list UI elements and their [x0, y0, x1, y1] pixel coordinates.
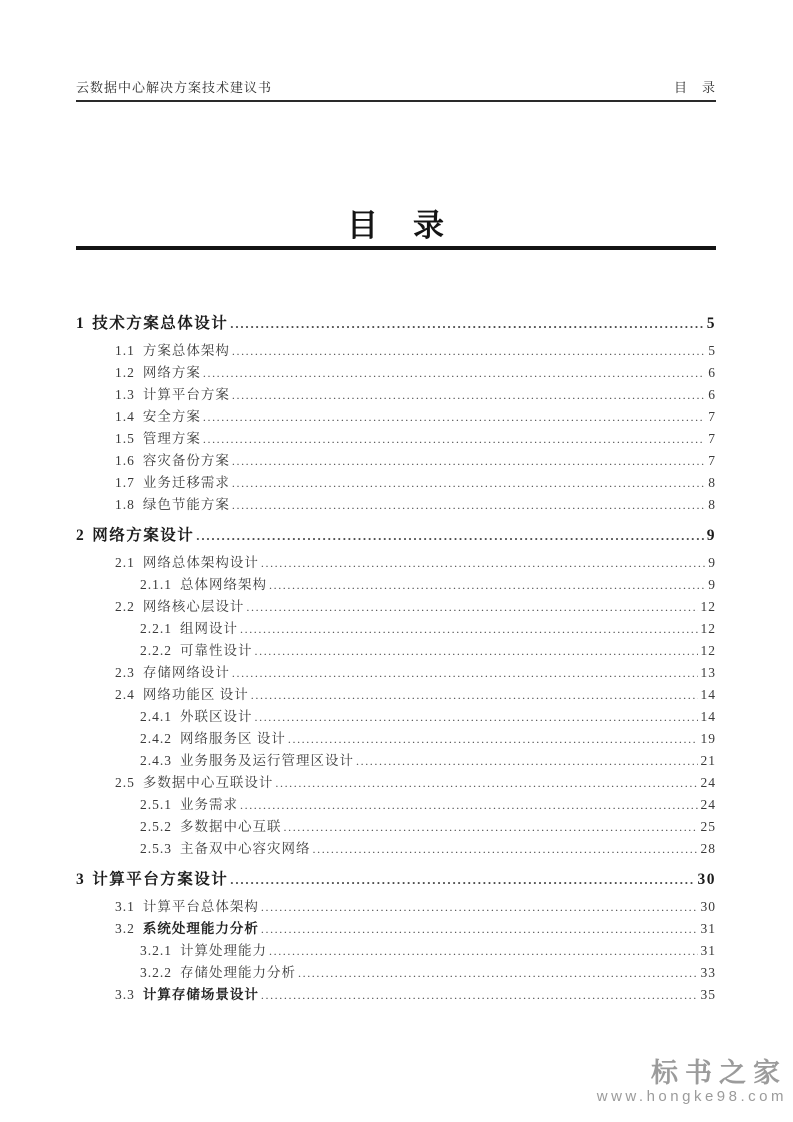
toc-entry-number: 2.2.1 [140, 621, 172, 636]
dot-leader [232, 497, 705, 513]
dot-leader [230, 315, 703, 333]
toc-entry-3[interactable] [76, 867, 716, 895]
toc-entry-title: 计算平台方案 [142, 387, 230, 402]
dot-leader [240, 797, 698, 813]
dot-leader [313, 841, 698, 857]
toc-entry-page: 7 [708, 431, 716, 446]
dot-leader [240, 621, 698, 637]
toc-entry-number: 2.3 [115, 665, 135, 680]
toc-entry-title: 网络服务区 设计 [180, 731, 286, 746]
toc-entry-2-1[interactable] [76, 551, 716, 573]
toc-entry-title: 绿色节能方案 [142, 497, 230, 512]
toc-entry-2-5-1[interactable] [76, 793, 716, 815]
dot-leader [251, 687, 698, 703]
toc-entry-number: 2.1 [115, 555, 135, 570]
dot-leader [269, 943, 698, 959]
toc-entry-2-4-1[interactable] [76, 705, 716, 727]
toc-entry-2-3[interactable] [76, 661, 716, 683]
toc-entry-title: 方案总体架构 [142, 343, 230, 358]
toc-entry-title: 组网设计 [180, 621, 238, 636]
toc-entry-title: 存储网络设计 [142, 665, 230, 680]
toc-entry-page: 7 [708, 409, 716, 424]
toc-entry-title: 网络方案设计 [92, 527, 195, 544]
toc-entry-3-2-1[interactable] [76, 939, 716, 961]
toc-entry-title: 计算处理能力 [180, 943, 267, 958]
dot-leader [230, 871, 694, 889]
dot-leader [298, 965, 698, 981]
toc-entry-2-4-3[interactable] [76, 749, 716, 771]
dot-leader [255, 709, 698, 725]
toc-entry-number: 1.6 [115, 453, 135, 468]
toc-entry-page: 5 [708, 343, 716, 358]
dot-leader [275, 775, 697, 791]
dot-leader [232, 343, 705, 359]
toc-entry-title: 计算平台总体架构 [142, 899, 259, 914]
toc-entry-1-3[interactable] [76, 383, 716, 405]
dot-leader [203, 409, 705, 425]
toc-entry-number: 2.4 [115, 687, 135, 702]
toc-entry-number: 1.8 [115, 497, 135, 512]
toc-entry-number: 1.2 [115, 365, 135, 380]
toc-entry-number: 2.4.3 [140, 753, 172, 768]
toc-entry-page: 28 [700, 841, 716, 856]
dot-leader [203, 431, 705, 447]
header-section-label: 目 录 [673, 80, 716, 95]
toc-entry-title: 技术方案总体设计 [92, 315, 229, 332]
toc-entry-2-2-2[interactable] [76, 639, 716, 661]
toc-entry-1-8[interactable] [76, 493, 716, 515]
toc-entry-page: 9 [708, 555, 716, 570]
toc-entry-number: 1.1 [115, 343, 135, 358]
toc-entry-page: 6 [708, 387, 716, 402]
dot-leader [246, 599, 697, 615]
toc-entry-number: 2.5 [115, 775, 135, 790]
toc-entry-page: 14 [700, 709, 716, 724]
toc-entry-page: 12 [700, 643, 716, 658]
page-title: 目 录 [347, 208, 446, 243]
toc-entry-title: 存储处理能力分析 [180, 965, 296, 980]
toc-entry-number: 1.3 [115, 387, 135, 402]
toc-entry-1-6[interactable] [76, 449, 716, 471]
toc-entry-number: 2.5.2 [140, 819, 172, 834]
toc-entry-2-5-3[interactable] [76, 837, 716, 859]
toc-entry-title: 网络核心层设计 [142, 599, 245, 614]
toc-entry-1-1[interactable] [76, 339, 716, 361]
toc-entry-2-4[interactable] [76, 683, 716, 705]
toc-entry-title: 业务需求 [180, 797, 238, 812]
toc-entry-number: 2.5.1 [140, 797, 172, 812]
toc-entry-page: 8 [708, 475, 716, 490]
dot-leader [232, 475, 705, 491]
toc-entry-title: 网络功能区 设计 [142, 687, 249, 702]
toc-entry-number: 3 [76, 871, 86, 888]
table-of-contents [76, 303, 716, 1005]
toc-entry-number: 2 [76, 527, 86, 544]
toc-entry-page: 12 [700, 621, 716, 636]
running-header [76, 77, 716, 102]
toc-entry-title: 多数据中心互联设计 [142, 775, 274, 790]
dot-leader [261, 921, 698, 937]
toc-entry-page: 33 [700, 965, 716, 980]
header-document-title: 云数据中心解决方案技术建议书 [76, 80, 273, 95]
toc-entry-title: 网络方案 [142, 365, 201, 380]
toc-entry-number: 2.4.1 [140, 709, 172, 724]
toc-entry-number: 1.4 [115, 409, 135, 424]
watermark-url: www.hongke98.com [596, 1088, 787, 1105]
toc-entry-title: 多数据中心互联 [180, 819, 282, 834]
toc-entry-number: 1.7 [115, 475, 135, 490]
dot-leader [255, 643, 698, 659]
dot-leader [284, 819, 698, 835]
toc-entry-3-1[interactable] [76, 895, 716, 917]
toc-entry-page: 9 [708, 577, 716, 592]
toc-entry-2-5[interactable] [76, 771, 716, 793]
toc-entry-3-2[interactable] [76, 917, 716, 939]
toc-entry-1[interactable] [76, 311, 716, 339]
dot-leader [261, 899, 698, 915]
toc-entry-2-2[interactable] [76, 595, 716, 617]
toc-entry-number: 3.2.1 [140, 943, 172, 958]
dot-leader [203, 365, 705, 381]
toc-entry-title: 网络总体架构设计 [142, 555, 259, 570]
toc-entry-title: 业务迁移需求 [142, 475, 230, 490]
toc-entry-number: 1 [76, 315, 86, 332]
toc-entry-page: 8 [708, 497, 716, 512]
toc-entry-2-1-1[interactable] [76, 573, 716, 595]
toc-entry-2-2-1[interactable] [76, 617, 716, 639]
toc-entry-3-2-2[interactable] [76, 961, 716, 983]
dot-leader [232, 387, 705, 403]
toc-entry-number: 2.2 [115, 599, 135, 614]
dot-leader [261, 555, 705, 571]
toc-entry-number: 3.2.2 [140, 965, 172, 980]
dot-leader [261, 987, 698, 1003]
toc-entry-1-2[interactable] [76, 361, 716, 383]
toc-entry-title: 总体网络架构 [180, 577, 267, 592]
toc-entry-number: 3.1 [115, 899, 135, 914]
watermark-brand: 标书之家 [651, 1058, 787, 1088]
toc-entry-title: 安全方案 [142, 409, 201, 424]
toc-entry-2-4-2[interactable] [76, 727, 716, 749]
toc-entry-title: 容灾备份方案 [142, 453, 230, 468]
toc-entry-title: 系统处理能力分析 [142, 921, 259, 936]
toc-entry-page: 12 [700, 599, 716, 614]
toc-entry-title: 可靠性设计 [180, 643, 253, 658]
toc-entry-number: 1.5 [115, 431, 135, 446]
toc-entry-page: 25 [700, 819, 716, 834]
toc-entry-number: 3.2 [115, 921, 135, 936]
toc-entry-page: 9 [706, 527, 716, 544]
toc-entry-title: 计算存储场景设计 [142, 987, 259, 1002]
toc-entry-number: 3.3 [115, 987, 135, 1002]
toc-entry-title: 管理方案 [142, 431, 201, 446]
title-divider [76, 246, 716, 250]
toc-entry-page: 6 [708, 365, 716, 380]
toc-entry-page: 7 [708, 453, 716, 468]
toc-entry-title: 计算平台方案设计 [92, 871, 229, 888]
toc-entry-number: 2.4.2 [140, 731, 172, 746]
toc-entry-page: 5 [706, 315, 716, 332]
toc-entry-page: 24 [700, 775, 716, 790]
toc-entry-number: 2.1.1 [140, 577, 172, 592]
toc-entry-page: 30 [700, 899, 716, 914]
dot-leader [288, 731, 698, 747]
toc-entry-2-5-2[interactable] [76, 815, 716, 837]
toc-entry-1-7[interactable] [76, 471, 716, 493]
dot-leader [269, 577, 705, 593]
toc-entry-page: 30 [697, 871, 716, 888]
toc-entry-title: 外联区设计 [180, 709, 253, 724]
toc-entry-page: 24 [700, 797, 716, 812]
toc-entry-page: 21 [700, 753, 716, 768]
site-watermark [597, 1058, 787, 1106]
dot-leader [232, 453, 705, 469]
dot-leader [232, 665, 698, 681]
dot-leader [356, 753, 698, 769]
toc-entry-page: 31 [700, 921, 716, 936]
toc-entry-page: 31 [700, 943, 716, 958]
toc-entry-page: 13 [700, 665, 716, 680]
toc-entry-3-3[interactable] [76, 983, 716, 1005]
toc-entry-1-5[interactable] [76, 427, 716, 449]
toc-entry-page: 19 [700, 731, 716, 746]
toc-entry-page: 14 [700, 687, 716, 702]
toc-entry-title: 业务服务及运行管理区设计 [180, 753, 354, 768]
toc-entry-title: 主备双中心容灾网络 [180, 841, 311, 856]
toc-entry-number: 2.5.3 [140, 841, 172, 856]
toc-entry-2[interactable] [76, 523, 716, 551]
dot-leader [196, 527, 703, 545]
toc-entry-number: 2.2.2 [140, 643, 172, 658]
toc-entry-1-4[interactable] [76, 405, 716, 427]
toc-entry-page: 35 [700, 987, 716, 1002]
